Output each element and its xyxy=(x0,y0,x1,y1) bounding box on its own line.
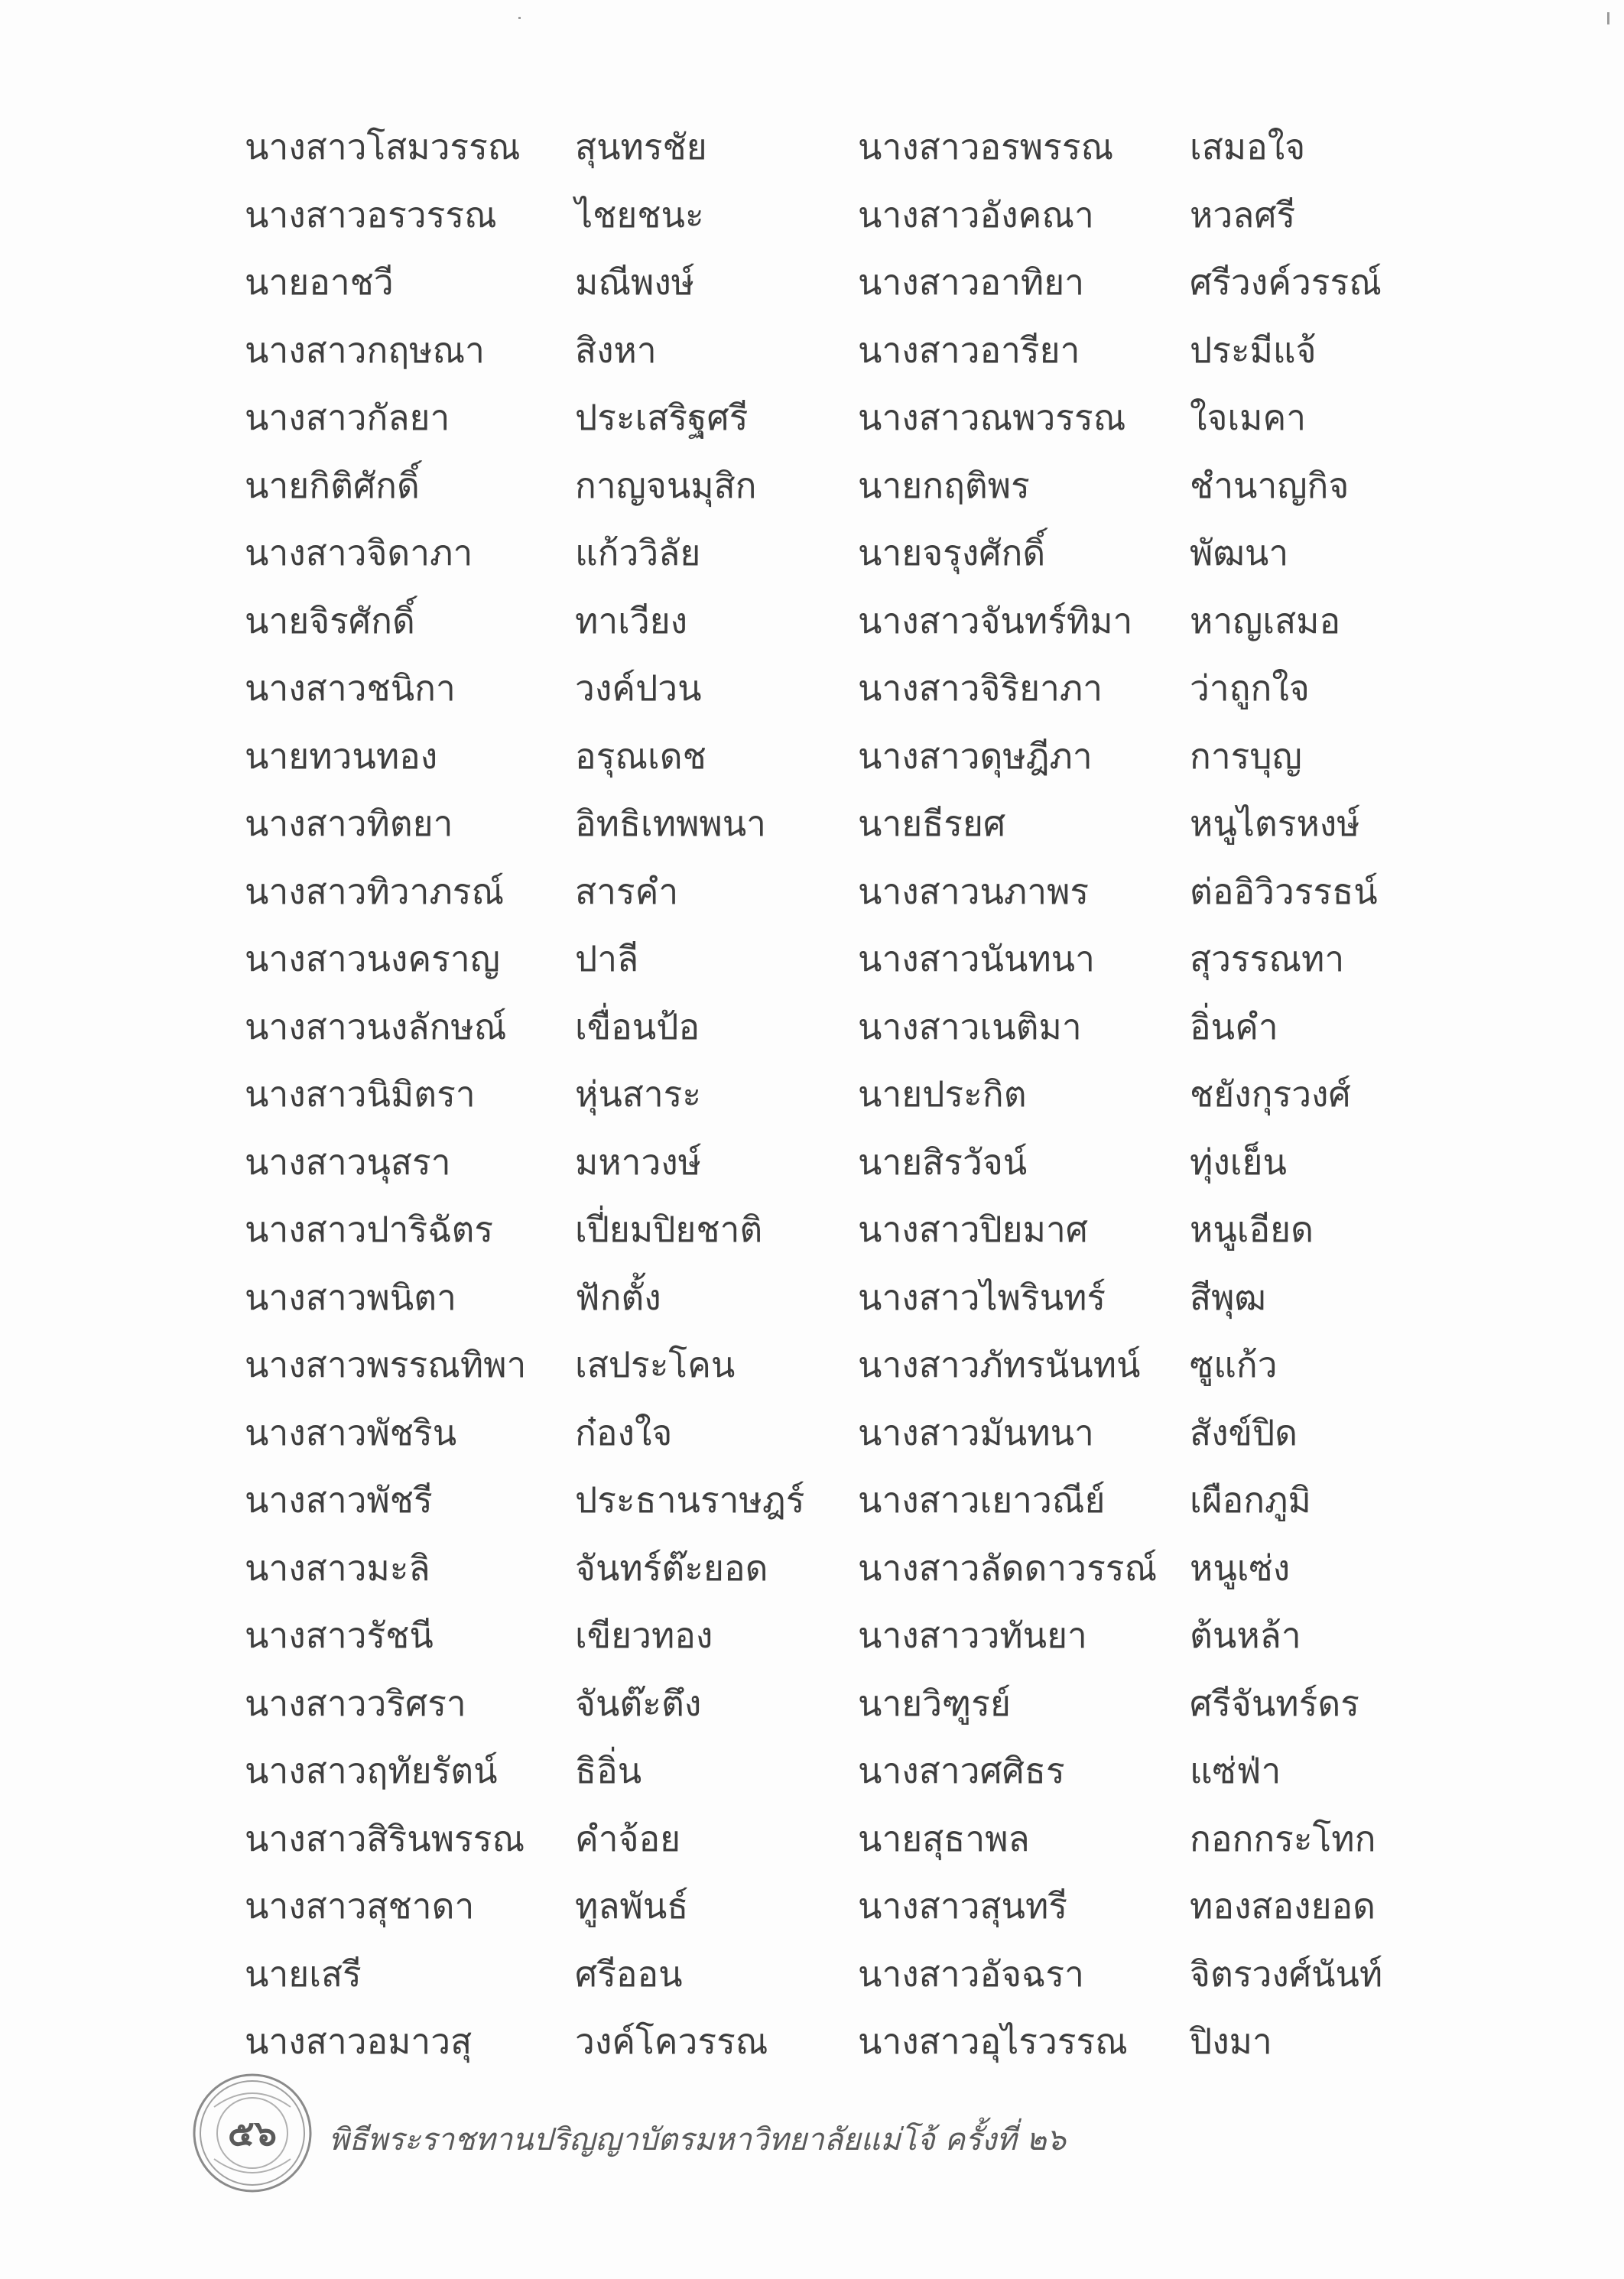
page-number: ๕๖ xyxy=(227,2112,277,2154)
name-row xyxy=(245,181,1437,249)
surname-left: ธิอิ่น xyxy=(575,1750,642,1791)
name-row xyxy=(245,384,1437,452)
surname-left: กาญจนมุสิก xyxy=(575,464,757,506)
first-name-right: นางสาวศศิธร xyxy=(858,1750,1065,1791)
surname-left: ประธานราษฎร์ xyxy=(575,1479,805,1521)
first-name-left: นางสาววริศรา xyxy=(245,1682,466,1724)
first-name-right: นางสาวไพรินทร์ xyxy=(858,1276,1106,1318)
surname-left: ฟักตั้ง xyxy=(575,1276,661,1318)
first-name-left: นางสาวมะลิ xyxy=(245,1547,430,1589)
surname-left: ไชยชนะ xyxy=(575,193,704,235)
first-name-right: นางสาวดุษฎีภา xyxy=(858,735,1093,777)
first-name-left: นางสาวสุชาดา xyxy=(245,1885,475,1927)
surname-right: ชำนาญกิจ xyxy=(1190,464,1350,506)
surname-right: สีพุฒ xyxy=(1190,1276,1266,1318)
first-name-right: นางสาวลัดดาวรรณ์ xyxy=(858,1547,1158,1589)
first-name-left: นางสาวปาริฉัตร xyxy=(245,1209,494,1250)
name-row xyxy=(245,452,1437,520)
surname-left: มหาวงษ์ xyxy=(575,1141,702,1183)
name-row xyxy=(245,790,1437,858)
first-name-right: นางสาวภัทรนันทน์ xyxy=(858,1344,1141,1385)
surname-right: หนูเอียด xyxy=(1190,1209,1314,1250)
first-name-left: นางสาวอมาวสุ xyxy=(245,2021,473,2062)
surname-left: เขื่อนป้อ xyxy=(575,1005,700,1047)
name-row xyxy=(245,1060,1437,1128)
first-name-right: นางสาวอรพรรณ xyxy=(858,126,1114,167)
surname-right: เสมอใจ xyxy=(1190,126,1306,167)
first-name-left: นางสาวอรวรรณ xyxy=(245,193,497,235)
surname-left: วงค์โควรรณ xyxy=(575,2021,768,2062)
name-row xyxy=(245,1805,1437,1873)
surname-right: ต่ออิวิวรรธน์ xyxy=(1190,870,1378,912)
scan-speck xyxy=(1607,12,1609,24)
surname-left: เขียวทอง xyxy=(575,1615,713,1656)
first-name-left: นางสาวพรรณทิพา xyxy=(245,1344,527,1385)
surname-left: อรุณเดช xyxy=(575,735,706,777)
name-row xyxy=(245,1737,1437,1805)
first-name-left: นางสาวจิดาภา xyxy=(245,532,473,573)
surname-left: ประเสริฐศรี xyxy=(575,397,749,438)
name-row xyxy=(245,858,1437,926)
name-row xyxy=(245,993,1437,1061)
surname-left: หุ่นสาระ xyxy=(575,1073,702,1115)
surname-right: ทุ่งเย็น xyxy=(1190,1141,1287,1183)
surname-left: แก้ววิลัย xyxy=(575,532,701,573)
first-name-left: นางสาวพัชรี xyxy=(245,1479,433,1521)
first-name-right: นายธีรยศ xyxy=(858,803,1006,844)
first-name-right: นางสาวเยาวณีย์ xyxy=(858,1479,1106,1521)
surname-right: ศรีวงค์วรรณ์ xyxy=(1190,261,1382,303)
surname-left: สารคำ xyxy=(575,870,679,912)
surname-left: ทูลพันธ์ xyxy=(575,1885,689,1927)
surname-right: สุวรรณทา xyxy=(1190,938,1345,979)
graduate-names-list xyxy=(245,113,1437,2076)
first-name-right: นางสาวจันทร์ทิมา xyxy=(858,599,1133,641)
surname-right: ศรีจันทร์ดร xyxy=(1190,1682,1359,1724)
first-name-right: นายจรุงศักดิ์ xyxy=(858,532,1046,573)
first-name-right: นางสาวนันทนา xyxy=(858,938,1095,979)
first-name-right: นางสาวจิริยาภา xyxy=(858,667,1103,709)
first-name-right: นางสาวณพวรรณ xyxy=(858,397,1126,438)
first-name-left: นางสาวโสมวรรณ xyxy=(245,126,521,167)
name-row xyxy=(245,519,1437,587)
name-row xyxy=(245,1602,1437,1670)
name-row xyxy=(245,1196,1437,1264)
first-name-left: นางสาวพนิตา xyxy=(245,1276,456,1318)
surname-left: คำจ้อย xyxy=(575,1817,681,1859)
surname-right: กอกกระโทก xyxy=(1190,1817,1376,1859)
first-name-left: นางสาวทิตยา xyxy=(245,803,453,844)
name-row xyxy=(245,587,1437,655)
surname-right: ปิงมา xyxy=(1190,2021,1272,2062)
surname-left: จันต๊ะตึง xyxy=(575,1682,702,1724)
first-name-right: นางสาวมันทนา xyxy=(858,1411,1094,1453)
first-name-right: นางสาวอังคณา xyxy=(858,193,1094,235)
first-name-left: นางสาวนิมิตรา xyxy=(245,1073,476,1115)
surname-right: จิตรวงศ์นันท์ xyxy=(1190,1953,1383,1995)
surname-right: สังข์ปิด xyxy=(1190,1411,1298,1453)
first-name-left: นางสาวพัชริน xyxy=(245,1411,457,1453)
surname-left: สิงหา xyxy=(575,329,657,371)
name-row xyxy=(245,1534,1437,1602)
surname-left: เปี่ยมปิยชาติ xyxy=(575,1209,763,1250)
surname-right: ทองสองยอด xyxy=(1190,1885,1376,1927)
first-name-right: นายวิฑูรย์ xyxy=(858,1682,1011,1724)
surname-right: อิ่นคำ xyxy=(1190,1005,1278,1047)
first-name-left: นางสาวฤทัยรัตน์ xyxy=(245,1750,498,1791)
first-name-left: นายทวนทอง xyxy=(245,735,438,777)
first-name-right: นายสุธาพล xyxy=(858,1817,1030,1859)
name-row xyxy=(245,1872,1437,1940)
surname-right: หวลศรี xyxy=(1190,193,1296,235)
surname-right: การบุญ xyxy=(1190,735,1302,777)
first-name-right: นางสาวอารียา xyxy=(858,329,1080,371)
name-row xyxy=(245,1670,1437,1738)
name-row xyxy=(245,113,1437,181)
surname-right: พัฒนา xyxy=(1190,532,1289,573)
surname-left: อิทธิเทพพนา xyxy=(575,803,766,844)
name-row xyxy=(245,248,1437,317)
name-row xyxy=(245,925,1437,993)
surname-left: ปาลี xyxy=(575,938,639,979)
name-row xyxy=(245,1264,1437,1332)
first-name-left: นางสาวกัลยา xyxy=(245,397,450,438)
first-name-left: นายอาชวี xyxy=(245,261,394,303)
name-row xyxy=(245,317,1437,385)
first-name-right: นายประกิต xyxy=(858,1073,1027,1115)
first-name-right: นายกฤติพร xyxy=(858,464,1030,506)
surname-right: ใจเมคา xyxy=(1190,397,1307,438)
first-name-right: นางสาววทันยา xyxy=(858,1615,1087,1656)
scan-speck xyxy=(518,17,521,19)
first-name-left: นางสาวนงคราญ xyxy=(245,938,500,979)
surname-right: ชยังกุรวงศ์ xyxy=(1190,1073,1351,1115)
name-row xyxy=(245,654,1437,722)
name-row xyxy=(245,1399,1437,1467)
surname-right: ประมีแจ้ xyxy=(1190,329,1317,371)
first-name-left: นายกิติศักดิ์ xyxy=(245,464,420,506)
first-name-left: นางสาวสิรินพรรณ xyxy=(245,1817,525,1859)
name-row xyxy=(245,1331,1437,1399)
ceremony-caption: พิธีพระราชทานปริญญาบัตรมหาวิทยาลัยแม่โจ้ ครั้งที่ ๒๖ xyxy=(329,2122,1067,2157)
first-name-left: นางสาวทิวาภรณ์ xyxy=(245,870,505,912)
first-name-right: นางสาวสุนทรี xyxy=(858,1885,1068,1927)
surname-right: เผือกภูมิ xyxy=(1190,1479,1311,1521)
name-row xyxy=(245,1466,1437,1534)
first-name-right: นางสาวนภาพร xyxy=(858,870,1090,912)
surname-right: หาญเสมอ xyxy=(1190,599,1341,641)
first-name-right: นางสาวปิยมาศ xyxy=(858,1209,1088,1250)
surname-left: จันทร์ต๊ะยอด xyxy=(575,1547,768,1589)
surname-right: ว่าถูกใจ xyxy=(1190,667,1310,709)
surname-left: สุนทรชัย xyxy=(575,126,707,167)
surname-right: หนูไตรหงษ์ xyxy=(1190,803,1360,844)
surname-left: มณีพงษ์ xyxy=(575,261,695,303)
first-name-right: นางสาวอุไรวรรณ xyxy=(858,2021,1128,2062)
surname-left: เสประโคน xyxy=(575,1344,736,1385)
surname-left: ศรีออน xyxy=(575,1953,683,1995)
page-footer xyxy=(191,2072,1109,2202)
first-name-right: นางสาวอัจฉรา xyxy=(858,1953,1084,1995)
first-name-left: นางสาวนงลักษณ์ xyxy=(245,1005,507,1047)
surname-right: ต้นหล้า xyxy=(1190,1615,1301,1656)
first-name-left: นางสาวชนิกา xyxy=(245,667,456,709)
name-row xyxy=(245,1940,1437,2008)
first-name-left: นางสาวกฤษณา xyxy=(245,329,486,371)
surname-right: หนูเซ่ง xyxy=(1190,1547,1291,1589)
name-row xyxy=(245,2008,1437,2076)
first-name-left: นายจิรศักดิ์ xyxy=(245,599,415,641)
first-name-right: นางสาวเนติมา xyxy=(858,1005,1082,1047)
first-name-right: นายสิรวัจน์ xyxy=(858,1141,1028,1183)
surname-left: วงค์ปวน xyxy=(575,667,702,709)
surname-left: ก๋องใจ xyxy=(575,1411,673,1453)
first-name-right: นางสาวอาทิยา xyxy=(858,261,1085,303)
surname-right: แซ่ฟ่า xyxy=(1190,1750,1281,1791)
first-name-left: นางสาวนุสรา xyxy=(245,1141,451,1183)
name-row xyxy=(245,1128,1437,1196)
first-name-left: นางสาวรัชนี xyxy=(245,1615,434,1656)
first-name-left: นายเสรี xyxy=(245,1953,362,1995)
surname-right: ซูแก้ว xyxy=(1190,1344,1278,1385)
name-row xyxy=(245,722,1437,791)
surname-left: ทาเวียง xyxy=(575,599,688,641)
